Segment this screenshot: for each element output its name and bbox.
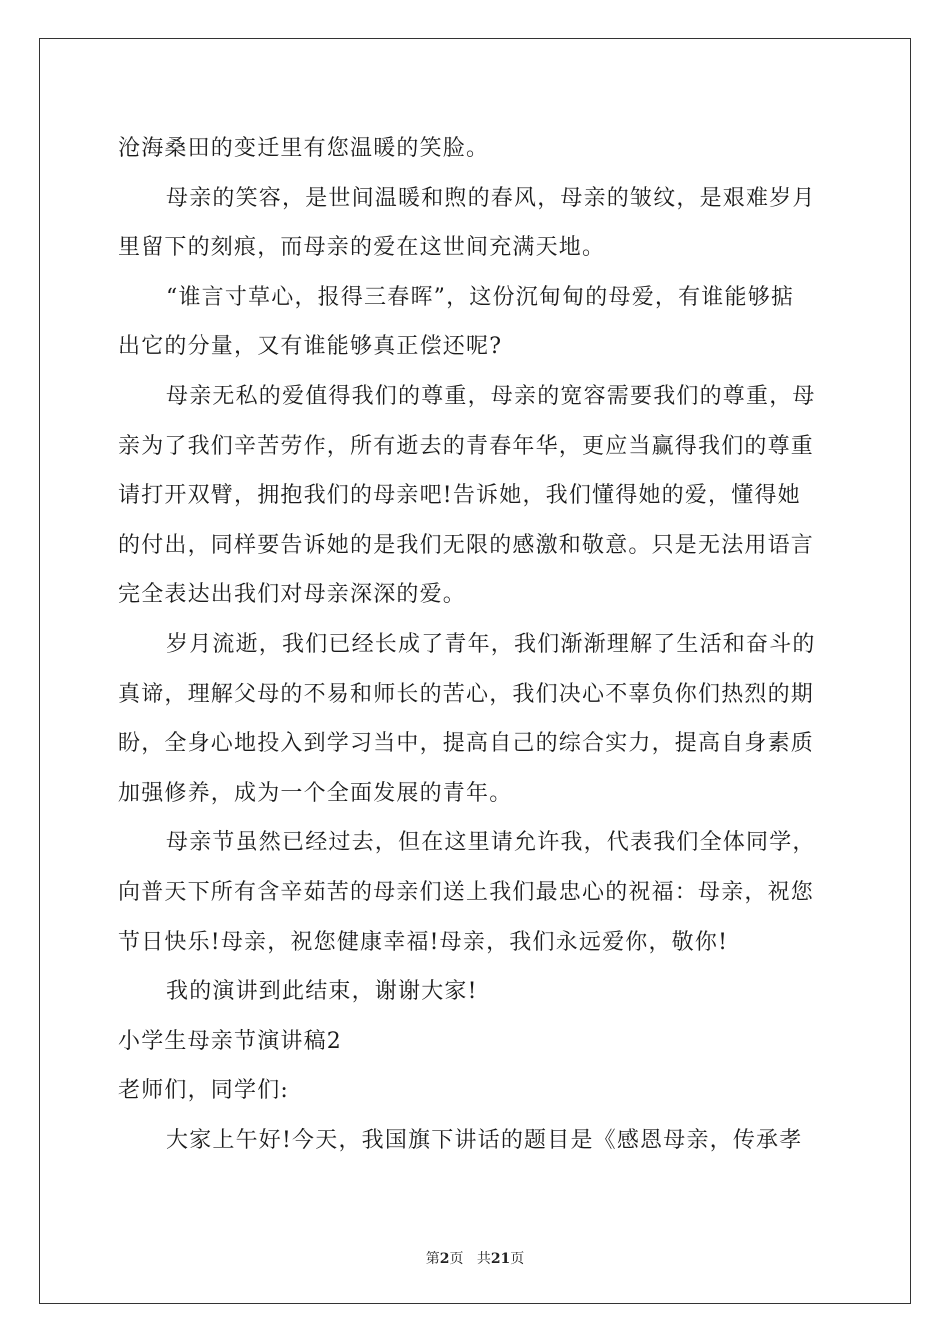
text-line: 岁月流逝，我们已经长成了青年，我们渐渐理解了生活和奋斗的 — [166, 631, 816, 657]
text-line: 小学生母亲节演讲稿2 — [118, 1028, 342, 1054]
text-line: 亲为了我们辛苦劳作，所有逝去的青春年华，更应当赢得我们的尊重 — [118, 433, 815, 459]
text-line: 里留下的刻痕，而母亲的爱在这世间充满天地。 — [118, 235, 606, 261]
text-line: 请打开双臂，拥抱我们的母亲吧!告诉她，我们懂得她的爱，懂得她 — [118, 483, 801, 509]
text-line: 盼，全身心地投入到学习当中，提高自己的综合实力，提高自身素质 — [118, 731, 815, 757]
footer-page-suffix: 页 — [449, 1251, 464, 1267]
text-line: “谁言寸草心，报得三春晖”，这份沉甸甸的母爱，有谁能够掂 — [166, 284, 795, 310]
footer-total-prefix: 共 — [476, 1251, 491, 1267]
text-line: 沧海桑田的变迁里有您温暖的笑脸。 — [118, 136, 490, 161]
text-line: 真谛，理解父母的不易和师长的苦心，我们决心不辜负你们热烈的期 — [118, 681, 815, 707]
footer-total-suffix: 页 — [510, 1251, 525, 1267]
text-line: 老师们，同学们: — [118, 1078, 290, 1104]
text-line: 我的演讲到此结束，谢谢大家! — [166, 979, 478, 1005]
document-body — [118, 124, 838, 1165]
text-line: 母亲无私的爱值得我们的尊重，母亲的宽容需要我们的尊重，母 — [166, 383, 816, 409]
footer-page-number: 2 — [439, 1251, 450, 1267]
footer-total-pages: 21 — [490, 1251, 511, 1267]
text-line: 大家上午好!今天，我国旗下讲话的题目是《感恩母亲，传承孝 — [166, 1127, 803, 1153]
text-line: 母亲节虽然已经过去，但在这里请允许我，代表我们全体同学， — [166, 830, 816, 856]
text-line: 加强修养，成为一个全面发展的青年。 — [118, 780, 513, 806]
text-line: 母亲的笑容，是世间温暖和煦的春风，母亲的皱纹，是艰难岁月 — [166, 185, 816, 211]
page-footer — [0, 1248, 950, 1268]
text-line: 的付出，同样要告诉她的是我们无限的感激和敬意。只是无法用语言 — [118, 532, 815, 558]
text-line: 节日快乐!母亲，祝您健康幸福!母亲，我们永远爱你，敬你! — [118, 929, 729, 955]
text-line: 完全表达出我们对母亲深深的爱。 — [118, 582, 467, 608]
text-line: 出它的分量，又有谁能够真正偿还呢? — [118, 334, 503, 360]
text-line: 向普天下所有含辛茹苦的母亲们送上我们最忠心的祝福：母亲，祝您 — [118, 879, 815, 905]
footer-prefix: 第 — [425, 1251, 440, 1267]
